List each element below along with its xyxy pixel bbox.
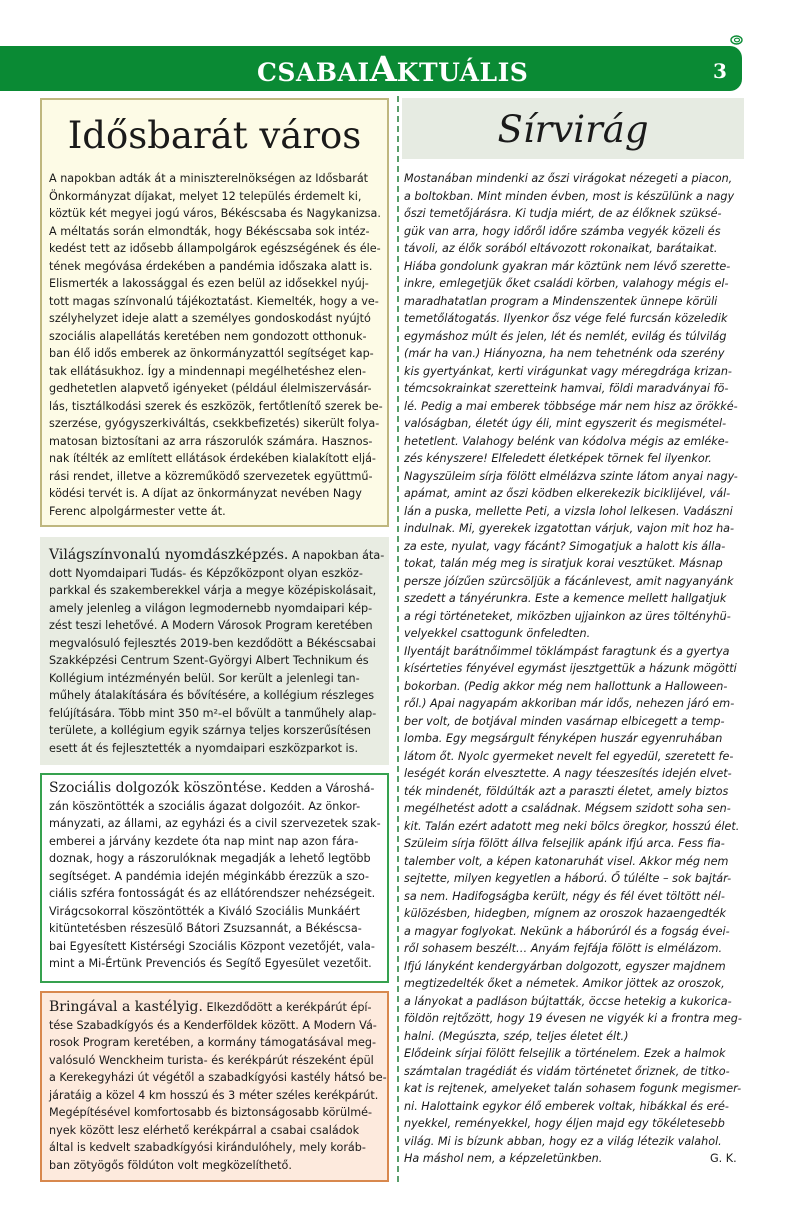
text-line: megtizedelték őket a németek. Amikor jöttek az oroszok, (404, 977, 725, 990)
text-line: A méltatás során elmondták, hogy Békéscsaba sok intéz- (49, 224, 370, 238)
article-heading-nyomdasz: Világszínvonalú nyomdászképzés. (49, 547, 289, 563)
text-line: egymáshoz múlt és jelen, lét és nemlét, evilág és túlvilág (404, 329, 727, 343)
text-line: bai Egyesített Kistérségi Szociális Központ vezetőjét, vala- (49, 939, 375, 953)
article-heading-bringa: Bringával a kastélyig. (49, 999, 203, 1015)
text-line: Elkezdődött a kerékpárút épí- (206, 1001, 372, 1014)
text-line: kit. Talán ezért adatott meg neki bölcs öregkor, hosszú élet. (404, 819, 740, 833)
signature: G. K. (710, 1152, 737, 1165)
text-line: témcsokrainkat szeretteink hamvai, földi maradványai fö- (404, 382, 729, 395)
spiral-logo-icon (730, 35, 743, 45)
heading-line (49, 547, 384, 565)
text-line: amely jelenleg a világon legmodernebb nyomdaipari kép- (49, 601, 373, 615)
text-line: ciális szféra fontosságát és az ellátórendszer nehézségeit. (49, 887, 376, 900)
text-line: dott Nyomdaipari Tudás- és Képzőközpont olyan eszköz- (49, 566, 363, 580)
text-line: köztük két megyei jogú város, Békéscsaba és Nagykanizsa. (49, 207, 381, 220)
text-line: bokorban. (Pedig akkor még nem hallottunk a Halloween- (404, 679, 728, 693)
text-line: a Kerekegyházi út végétől a szabadkígyósi kastély hátsó be- (49, 1071, 387, 1084)
text-line: a lányokat a padláson bújtatták, öccse hetekig a kukorica- (404, 994, 732, 1008)
text-line: Nagyszüleim sírja fölött elmélázva szinte látom anyai nagy- (404, 469, 738, 483)
text-line: ről.) Apai nagyapám akkoriban már idős, nehezen járó em- (404, 697, 735, 710)
text-line: nyek között lesz elérhető kerékpárral a csabai családok (49, 1123, 360, 1137)
article-title-sirvirag: Sírvirág (497, 108, 649, 151)
text-line: zán köszöntötték a szociális ágazat dolgozóit. Az önkor- (49, 799, 361, 813)
text-line: területe, a kollégium egyik szárnya teljes korszerűsítésen (49, 724, 371, 737)
text-line: velyekkel csattogunk önfeledten. (404, 627, 591, 640)
text-line: Kollégium intézményén belül. Sor került a jelenlegi tan- (49, 671, 360, 685)
text-line: ről sohasem beszélt… Anyám fejfája fölött is elmélázom. (404, 942, 723, 955)
article-title-idosbarat: Idősbarát város (67, 114, 362, 157)
text-line: Kedden a Városhá- (269, 782, 375, 795)
text-line: gük van arra, hogy időről időre számba vegyék közeli és (404, 224, 721, 238)
text-line: A napokban adták át a miniszterelnökségen az Idősbarát (49, 172, 369, 185)
text-line: doznak, hogy a rászorulóknak megadják a lehető legtöbb (49, 852, 371, 865)
text-line: (már ha van.) Hiányozna, ha nem tehetnénk oda szerény (404, 347, 725, 360)
text-line: szociális alapellátás keretében nem gondozott otthonuk- (49, 329, 367, 343)
text-line: parkkal és szakemberekkel várja a megye középiskolásait, (49, 584, 377, 597)
text-line: Hiába gondolunk gyakran már köztünk nem lévő szerette- (404, 259, 731, 273)
text-line: Szüleim sírja fölött állva felsejlik apánk ifjú arca. Fess fia- (404, 837, 725, 850)
text-line: számtalan tragédiát és vidám történetet őriznek, de titko- (404, 1064, 730, 1078)
text-line: tott magas színvonalú tájékoztatást. Kiemelték, hogy a ve- (49, 294, 379, 308)
text-line: A napokban áta- (291, 549, 385, 562)
text-line: kedést tett az idősebb állampolgárok egészségének és éle- (49, 242, 381, 255)
text-line: által is kedvelt szabadkígyósi kirándulóhely, mely koráb- (49, 1141, 366, 1154)
text-line: Szakképzési Centrum Szent-Györgyi Albert Technikum és (49, 654, 369, 667)
text-line: Ferenc alpolgármester vette át. (49, 504, 226, 518)
text-line: apámat, amint az őszi ködben elkerekezik biciklijével, vál- (404, 487, 731, 500)
text-line: indulnak. Mi, gyerekek izgatottan várjuk, vajon mit hoz ha- (404, 522, 735, 535)
text-line: lomba. Egy megsárgult fényképen huszár egyenruhában (404, 732, 723, 745)
text-line: kitüntetésben részesülő Bátori Zsuzsannát, a Békéscsa- (49, 922, 362, 935)
article-heading-szocialis: Szociális dolgozók köszöntése. (49, 780, 267, 796)
text-line: műhely átalakítására és bővítésére, a kollégium részleges (49, 689, 375, 702)
text-line: megvalósuló fejlesztés 2019-ben kezdődött a Békéscsabai (49, 636, 376, 650)
text-line: ködési tervét is. A díjat az önkormányzat nevében Nagy (49, 487, 362, 500)
text-line: Önkormányzat díjakat, melyet 12 település érdemelt ki, (49, 189, 362, 203)
text-line: Ifjú lányként kendergyárban dolgozott, egyszer majdnem (404, 959, 726, 973)
text-line: Mostanában mindenki az őszi virágokat nézegeti a piacon, (404, 172, 733, 185)
text-line: járatáig a közel 4 km hosszú és 3 méter széles kerékpárút. (49, 1088, 379, 1102)
text-line: kat is rejtenek, amelyeket talán sohasem fogunk megismer- (404, 1082, 742, 1095)
text-line: esett át és fejlesztették a nyomdaipari eszközparkot is. (49, 741, 359, 755)
text-line: zés kényszere! Elfeledett életképek törnek fel ilyenkor. (404, 452, 712, 465)
heading-line (49, 780, 381, 798)
text-line: talember volt, a képen katonaruhát visel. Akkor még nem (404, 854, 729, 868)
title-part-2: KTUÁLIS (396, 58, 529, 87)
text-line: Virágcsokorral köszöntötték a Kiváló Szociális Munkáért (49, 904, 361, 918)
text-line: Elődeink sírjai fölött felsejlik a történelem. Ezek a halmok (404, 1047, 726, 1060)
text-line: kis gyertyánkat, kerti virágunkat vagy méregdrága krizan- (404, 364, 732, 378)
article-body-sirvirag (404, 170, 742, 1168)
text-line: rási rendet, illetve a közreműködő szervezetek együttmű- (49, 469, 373, 483)
text-line: zést teszi lehetővé. A Modern Városok Program keretében (49, 619, 373, 632)
text-line: világ. Mi is bízunk abban, hogy ez a világ létezik valahol. (404, 1134, 722, 1148)
text-line: őszi temetőjárásra. Ki tudja miért, de az élőknek szüksé- (404, 207, 722, 220)
text-line: mányzati, az állami, az egyházi és a civil szervezetek szak- (49, 817, 381, 830)
magazine-title (257, 48, 547, 92)
page-number: 3 (713, 59, 727, 83)
text-line: tokat, talán még meg is siratjuk korai vesztüket. Másnap (404, 557, 723, 570)
text-line: szerzése, gyógyszerkiváltás, csekkbefizetés) sikerült folya- (49, 417, 380, 430)
text-line: kísérteties fényével egymást ijesztgettük a házunk mögötti (404, 662, 737, 675)
text-line: mint a Mi-Értünk Prevenciós és Segítő Egyesület vezetőit. (49, 957, 372, 970)
text-line: lán a puska, mellette Peti, a vizsla lohol lelkesen. Vadászni (404, 504, 733, 518)
text-line: ban élő idős emberek az önkormányzattól segítséget kap- (49, 347, 374, 360)
text-line: matosan biztosítani az arra rászorulók számára. Hasznos- (49, 434, 373, 448)
text-line: látom őt. Nyolc gyermeket nevelt fel egyedül, szeretett fe- (404, 749, 734, 763)
text-line: leségét korán elvesztette. A nagy téeszesítés idején elvet- (404, 767, 732, 780)
text-line: a régi történeteket, miközben ujjainkon az üres töltényhü- (404, 609, 731, 623)
heading-line (49, 999, 387, 1017)
text-line: sa nem. Hadifogságba került, négy és fél évet töltött nél- (404, 889, 725, 903)
text-line: sejtette, milyen kegyetlen a háború. Ő túlélte – sok bajtár- (404, 872, 732, 885)
text-line: temetőlátogatás. Ilyenkor ősz vége felé furcsán közeledik (404, 312, 728, 325)
title-initial: A (369, 49, 397, 90)
text-line: ték mindenét, földúlták azt a paraszti életet, amely biztos (404, 784, 729, 798)
text-line: ber volt, de botjával minden vasárnap elbicegett a temp- (404, 714, 725, 728)
text-line: halni. (Megúszta, szép, teljes életet élt.) (404, 1029, 629, 1043)
text-line: gedhetetlen alapvető igényeket (például élelmiszervásár- (49, 382, 372, 395)
text-line: lás, tisztálkodási szerek és eszközök, fertőtlenítő szerek be- (49, 399, 383, 413)
text-line: inkre, emlegetjük őket családi körben, valahogy mégis el- (404, 277, 729, 290)
text-line: valóságban, életét úgy éli, mint egyszerit és megismétel- (404, 417, 727, 430)
text-line: megélhetést adott a családnak. Mégsem szidott soha sen- (404, 802, 731, 815)
text-line: persze jóízűen szürcsöljük a fácánlevest, amit nagyanyánk (404, 574, 734, 588)
column-divider (397, 96, 399, 1182)
text-line: tének megóvása érdekében a pandémia időszaka alatt is. (49, 259, 373, 273)
text-line: Elismerték a lakossággal és ezen belül az idősekkel nyúj- (49, 277, 369, 290)
text-line: külözésben, hidegben, mígnem az oroszok hazaengedték (404, 907, 726, 920)
text-line: emberei a járvány kezdete óta nap mint nap azon fára- (49, 834, 359, 848)
text-line: tak ellátásukhoz. Így a mindennapi megélhetéshez elen- (49, 364, 367, 378)
text-line: hetetlent. Valahogy belénk van kódolva mégis az emléke- (404, 434, 729, 448)
article-body-nyomdasz (49, 547, 384, 757)
text-line: a magyar foglyokat. Nekünk a háborúról és a fogság évei- (404, 924, 730, 938)
article-body-szocialis (49, 780, 381, 973)
text-line: ban zötyögős földúton volt megközelíthető. (49, 1158, 292, 1172)
text-line: Ha máshol nem, a képzeletünkben. (404, 1152, 603, 1165)
text-line: távoli, az élők sorából eltávozott rokonaikat, barátaikat. (404, 242, 718, 255)
text-line: tése Szabadkígyós és a Kenderföldek között. A Modern Vá- (49, 1018, 377, 1032)
text-line: maradhatatlan program a Mindenszentek ünnepe körüli (404, 294, 718, 308)
text-line: valósuló Wenckheim turista- és kerékpárút részeként épül (49, 1053, 374, 1067)
text-line: Ilyentájt barátnőimmel töklámpást faragtunk és a gyertya (404, 644, 730, 658)
text-line: földön rejtőzött, hogy 19 évesen ne vigyék ki a frontra meg- (404, 1012, 742, 1025)
text-line: nyekkel, reményekkel, hogy éljen majd egy tökéletesebb (404, 1117, 725, 1130)
text-line: szélyhelyzet ideje alatt a személyes gondoskodást nyújtó (49, 312, 371, 325)
text-line: Megépítésével komfortosabb és biztonságosabb körülmé- (49, 1106, 373, 1119)
title-part-1: CSABAI (257, 58, 370, 87)
text-line: ni. Halottaink egykor élő emberek voltak, hibákkal és eré- (404, 1099, 729, 1113)
article-body-idosbarat (49, 170, 383, 520)
text-line: a boltokban. Mint minden évben, most is készülünk a nagy (404, 189, 735, 203)
text-line: felújítására. Több mint 350 m²-el bővült a tanműhely alap- (49, 706, 377, 720)
text-line: segítséget. A pandémia idején méginkább érezzük a szo- (49, 869, 370, 883)
text-line: rosok Program keretében, a kormány támogatásával meg- (49, 1036, 377, 1049)
last-line (404, 1150, 742, 1168)
text-line: szedett a tányérunkra. Este a kemence mellett hallgatjuk (404, 592, 727, 605)
text-line: za este, nyulat, vagy fácánt? Simogatjuk a halott kis álla- (404, 539, 726, 553)
article-body-bringa (49, 999, 387, 1174)
text-line: nak ítélték az említett ellátások érdekében kialakított eljá- (49, 452, 376, 465)
text-line: lé. Pedig a mai emberek többsége már nem hisz az örökké- (404, 399, 738, 413)
